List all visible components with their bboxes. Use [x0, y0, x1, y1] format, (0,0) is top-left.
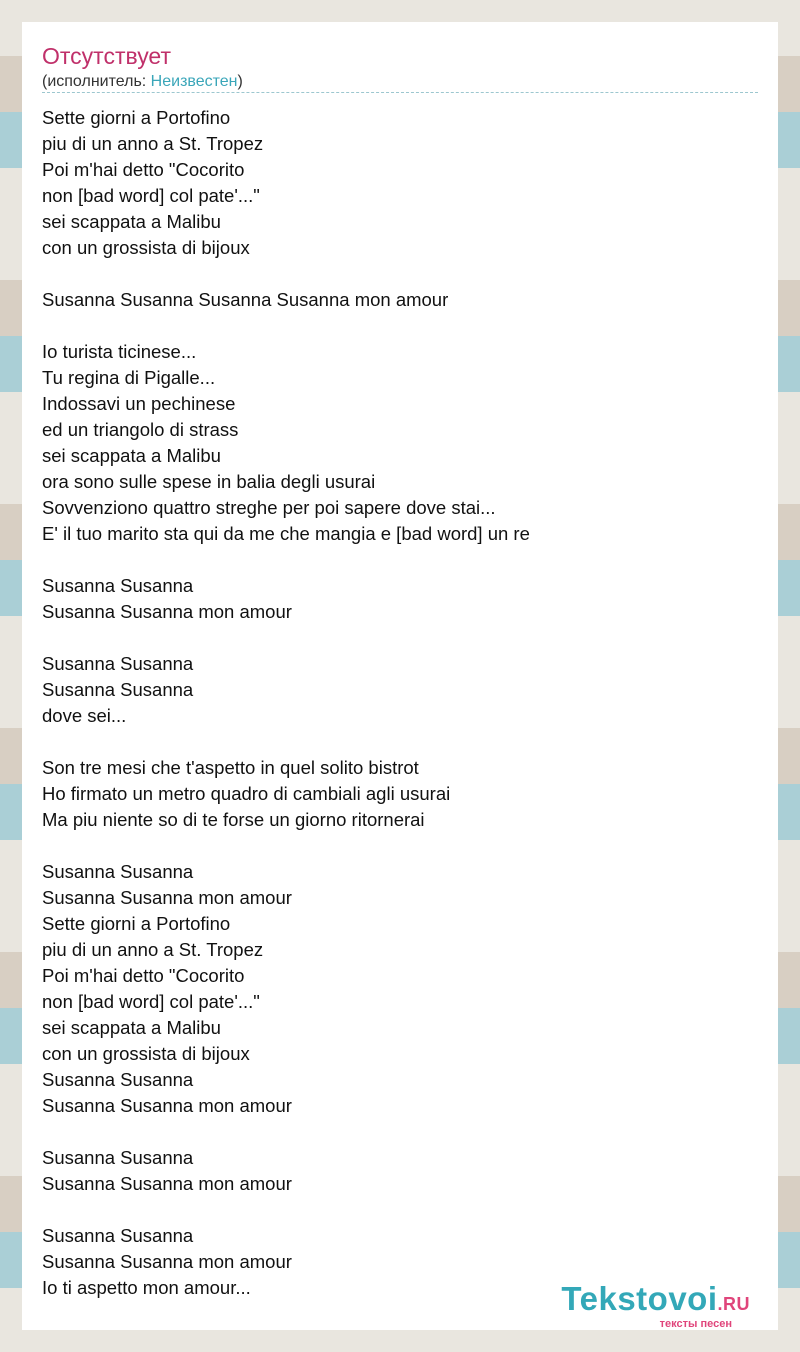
lyric-line: Son tre mesi che t'aspetto in quel solito bistrot: [42, 757, 419, 778]
lyric-line: sei scappata a Malibu: [42, 1017, 221, 1038]
lyric-line: ora sono sulle spese in balia degli usurai: [42, 471, 376, 492]
lyric-line: Susanna Susanna: [42, 1225, 194, 1246]
title-divider: [42, 92, 758, 93]
lyric-line: Sette giorni a Portofino: [42, 913, 231, 934]
lyric-line: Io turista ticinese...: [42, 341, 197, 362]
lyrics-card: [22, 22, 778, 1330]
lyric-line: Susanna Susanna mon amour: [42, 887, 292, 908]
stanza-gap: [42, 729, 758, 755]
lyric-line: Sovvenziono quattro streghe per poi sapere dove stai...: [42, 497, 496, 518]
site-logo[interactable]: [561, 1281, 750, 1330]
lyric-line: con un grossista di bijoux: [42, 237, 250, 258]
stanza-gap: [42, 1197, 758, 1223]
lyric-line: Susanna Susanna Susanna Susanna mon amour: [42, 289, 449, 310]
lyric-line: Susanna Susanna: [42, 679, 194, 700]
stanza-gap: [42, 313, 758, 339]
lyric-line: non [bad word] col pate'...": [42, 991, 260, 1012]
lyrics-text: [42, 105, 758, 1301]
lyric-line: Susanna Susanna: [42, 653, 194, 674]
lyric-line: Susanna Susanna mon amour: [42, 1251, 292, 1272]
lyric-line: Poi m'hai detto "Cocorito: [42, 965, 245, 986]
lyric-line: dove sei...: [42, 705, 127, 726]
lyric-line: piu di un anno a St. Tropez: [42, 133, 264, 154]
lyric-line: ed un triangolo di strass: [42, 419, 239, 440]
stanza-gap: [42, 1119, 758, 1145]
lyric-line: Poi m'hai detto "Cocorito: [42, 159, 245, 180]
lyric-line: Indossavi un pechinese: [42, 393, 236, 414]
lyric-line: non [bad word] col pate'...": [42, 185, 260, 206]
song-title: Отсутствует: [42, 43, 171, 69]
lyric-line: Susanna Susanna mon amour: [42, 1173, 292, 1194]
lyric-line: Io ti aspetto mon amour...: [42, 1277, 251, 1298]
artist-suffix: ): [237, 73, 243, 90]
stanza-gap: [42, 625, 758, 651]
lyric-line: Sette giorni a Portofino: [42, 107, 231, 128]
stanza-gap: [42, 547, 758, 573]
lyric-line: sei scappata a Malibu: [42, 445, 221, 466]
lyric-line: piu di un anno a St. Tropez: [42, 939, 264, 960]
lyric-line: Tu regina di Pigalle...: [42, 367, 216, 388]
stanza-gap: [42, 833, 758, 859]
artist-link[interactable]: Неизвестен: [150, 73, 238, 90]
lyric-line: Susanna Susanna: [42, 575, 194, 596]
lyric-line: con un grossista di bijoux: [42, 1043, 250, 1064]
lyric-line: Susanna Susanna: [42, 861, 194, 882]
lyric-line: Susanna Susanna mon amour: [42, 1095, 292, 1116]
lyric-line: Susanna Susanna mon amour: [42, 601, 292, 622]
logo-wordmark: Tekstovoi: [561, 1280, 718, 1317]
stanza-gap: [42, 261, 758, 287]
logo-tagline: тексты песен: [659, 1318, 732, 1330]
lyric-line: E' il tuo marito sta qui da me che mangia e [bad word] un re: [42, 523, 530, 544]
lyric-line: Susanna Susanna: [42, 1069, 194, 1090]
artist-prefix: (исполнитель:: [42, 73, 151, 90]
lyric-line: Ho firmato un metro quadro di cambiali agli usurai: [42, 783, 451, 804]
lyric-line: Susanna Susanna: [42, 1147, 194, 1168]
lyric-line: sei scappata a Malibu: [42, 211, 221, 232]
lyric-line: Ma piu niente so di te forse un giorno ritornerai: [42, 809, 425, 830]
logo-tld: .RU: [717, 1294, 750, 1314]
artist-line: [42, 72, 243, 92]
